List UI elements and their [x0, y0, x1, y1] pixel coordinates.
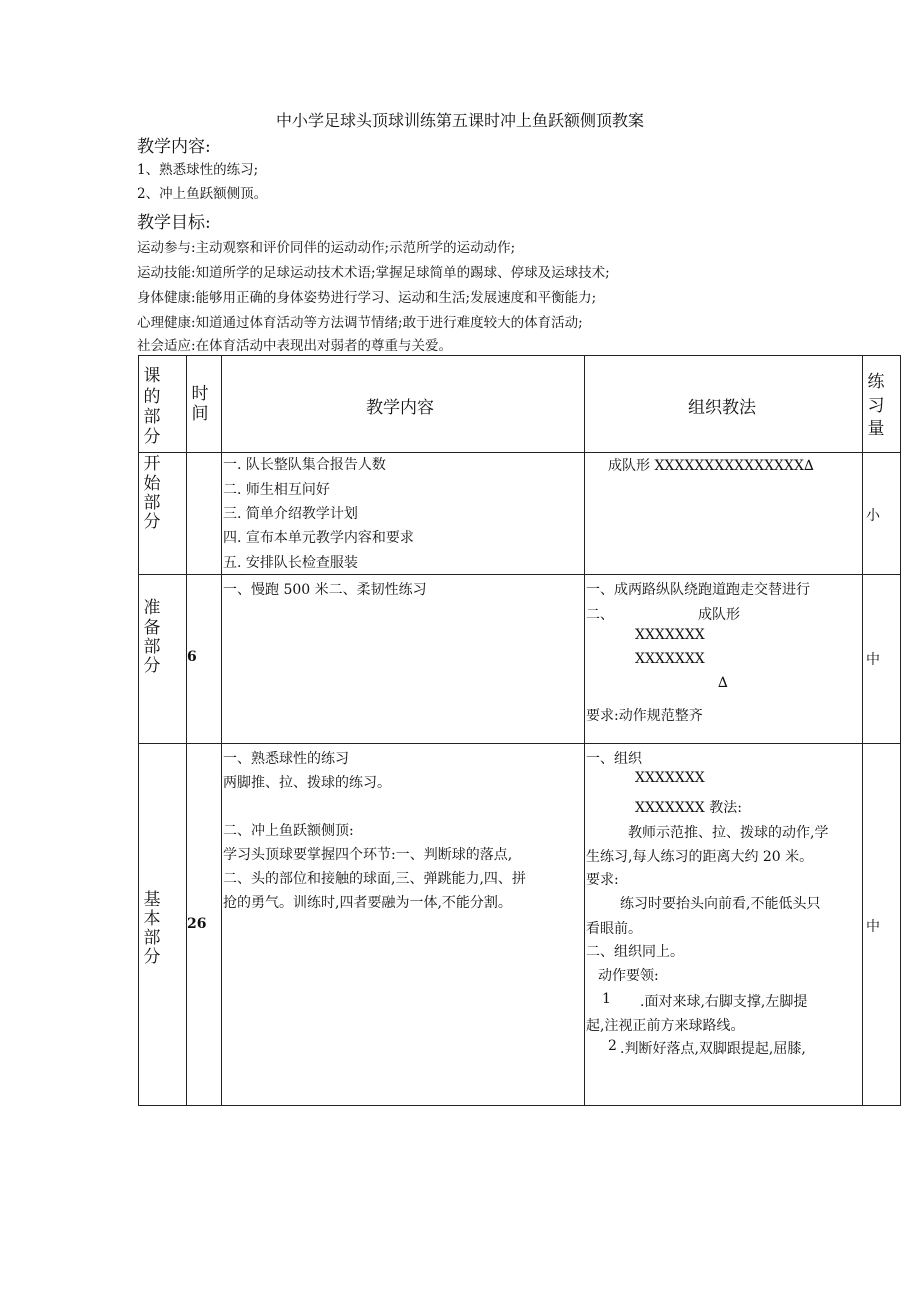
basic-time: 26 [187, 916, 207, 932]
basic-content-line: 二、冲上鱼跃额侧顶: [223, 823, 354, 839]
objective-social: 社会适应:在体育活动中表现出对弱者的尊重与关爱。 [137, 338, 453, 354]
objective-participation: 运动参与:主动观察和评价同伴的运动动作;示范所学的运动动作; [137, 240, 516, 256]
header-time-char: 时 [191, 384, 209, 404]
basic-method-line: 练习时要抬头向前看,不能低头只 [620, 896, 821, 912]
start-content-line: 五. 安排队长检查服装 [223, 555, 358, 571]
prep-method-line: 二、 [586, 607, 614, 623]
content-heading: 教学内容: [137, 137, 211, 157]
header-part-char: 分 [143, 427, 161, 447]
objective-mental: 心理健康:知道通过体育活动等方法调节情绪;敢于进行难度较大的体育活动; [137, 315, 583, 331]
start-content-line: 三. 简单介绍教学计划 [223, 506, 358, 522]
prep-method-line: 要求:动作规范整齐 [586, 708, 703, 724]
document-title: 中小学足球头顶球训练第五课时冲上鱼跃额侧顶教案 [275, 111, 644, 130]
table-border [221, 355, 222, 1106]
table-border [584, 355, 585, 1106]
basic-load: 中 [866, 919, 880, 935]
objective-skill: 运动技能:知道所学的足球运动技术术语;掌握足球简单的踢球、停球及运球技术; [137, 265, 610, 281]
prep-load: 中 [866, 652, 880, 668]
prep-method-line: ∆ [718, 675, 728, 691]
basic-content-line: 学习头顶球要掌握四个环节:一、判断球的落点, [223, 847, 513, 863]
basic-content-line: 一、熟悉球性的练习 [223, 751, 349, 767]
table-border [138, 574, 901, 575]
basic-method-line: 教师示范推、拉、拨球的动作,学 [628, 825, 829, 841]
basic-method-line: 要求: [586, 872, 619, 888]
content-item: 1、熟悉球性的练习; [137, 162, 259, 178]
basic-method-line: 2 [608, 1038, 617, 1054]
prep-method-line: 一、成两路纵队绕跑道跑走交替进行 [586, 582, 810, 598]
content-item: 2、冲上鱼跃额侧顶。 [137, 186, 268, 202]
part-char: 部 [143, 928, 161, 948]
table-border [138, 452, 901, 453]
table-border [138, 355, 901, 356]
header-load-char: 习 [867, 396, 885, 416]
basic-method-line: .判断好落点,双脚跟提起,屈膝, [620, 1041, 806, 1057]
header-part-char: 的 [143, 387, 161, 407]
header-part-char: 课 [143, 366, 161, 386]
basic-method-line: 1 [602, 991, 611, 1007]
basic-method-line: 一、组织 [586, 751, 642, 767]
table-border [138, 1105, 901, 1106]
basic-method-line: 起,注视正前方来球路线。 [586, 1018, 745, 1034]
part-char: 本 [143, 909, 161, 929]
basic-content-line: 两脚推、拉、拨球的练习。 [223, 775, 391, 791]
part-char: 基 [143, 890, 161, 910]
part-char: 分 [143, 656, 161, 676]
basic-method-line: .面对来球,右脚支撑,左脚提 [640, 994, 808, 1010]
prep-time: 6 [187, 649, 197, 665]
part-char: 开 [143, 454, 161, 474]
basic-method-line: 二、组织同上。 [586, 944, 684, 960]
part-char: 始 [143, 474, 161, 494]
part-char: 分 [143, 512, 161, 532]
table-border [900, 355, 901, 1106]
header-load-char: 量 [867, 419, 885, 439]
start-load: 小 [866, 508, 880, 524]
basic-content-line: 抢的勇气。训练时,四者要融为一体,不能分割。 [223, 895, 512, 911]
prep-method-line: 成队形 [698, 607, 740, 623]
part-char: 部 [143, 637, 161, 657]
start-content-line: 一. 队长整队集合报告人数 [223, 457, 386, 473]
start-content-line: 二. 师生相互问好 [223, 482, 330, 498]
header-load-char: 练 [867, 372, 885, 392]
table-border [862, 355, 863, 1106]
objectives-heading: 教学目标: [137, 213, 211, 233]
table-border [186, 355, 187, 1106]
basic-method-line: 看眼前。 [586, 921, 642, 937]
part-char: 准 [143, 598, 161, 618]
prep-method-line: XXXXXXX [635, 627, 705, 643]
start-content-line: 四. 宣布本单元教学内容和要求 [223, 530, 414, 546]
part-char: 备 [143, 618, 161, 638]
header-part-char: 部 [143, 407, 161, 427]
table-border [138, 743, 901, 744]
basic-method-line: 动作要领: [598, 968, 659, 984]
header-time-char: 间 [191, 404, 209, 424]
lesson-table [138, 355, 901, 1106]
part-char: 部 [143, 493, 161, 513]
basic-method-line: 生练习,每人练习的距离大约 20 米。 [586, 849, 814, 865]
objective-health: 身体健康:能够用正确的身体姿势进行学习、运动和生活;发展速度和平衡能力; [137, 290, 597, 306]
part-char: 分 [143, 947, 161, 967]
start-method-line: 成队形 XXXXXXXXXXXXXXX∆ [608, 458, 814, 474]
basic-method-line: XXXXXXX [635, 770, 705, 786]
header-method: 组织教法 [688, 398, 756, 418]
basic-method-line: XXXXXXX 教法: [635, 800, 742, 816]
basic-content-line: 二、头的部位和接触的球面,三、弹跳能力,四、拼 [223, 871, 526, 887]
prep-method-line: XXXXXXX [635, 651, 705, 667]
header-content: 教学内容 [366, 398, 434, 418]
prep-content-line: 一、慢跑 500 米二、柔韧性练习 [223, 582, 427, 598]
table-border [138, 355, 139, 1106]
